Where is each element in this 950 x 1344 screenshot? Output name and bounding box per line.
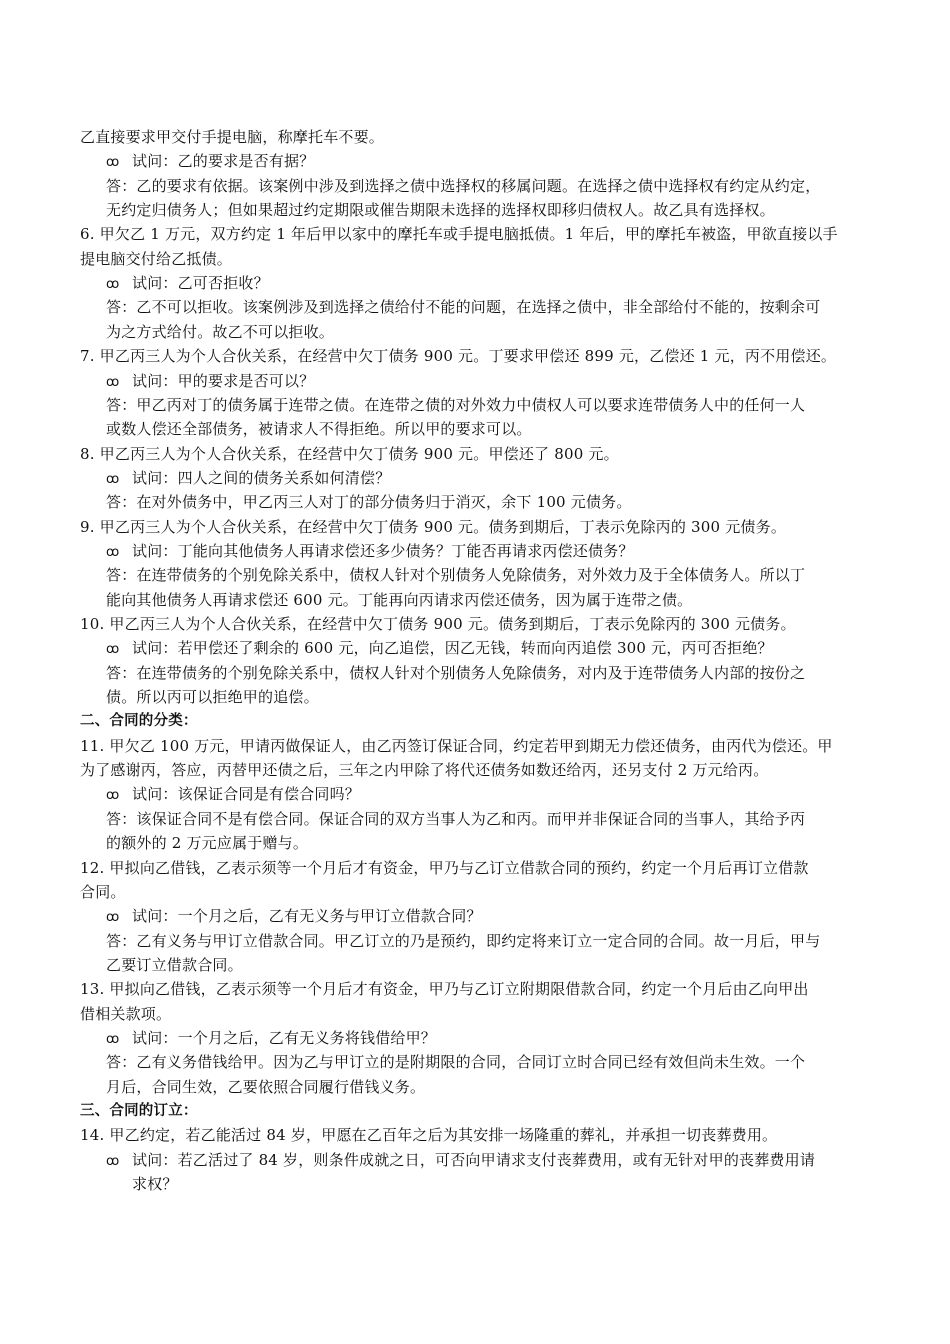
answer-line xyxy=(106,564,805,586)
line-text: 试问：甲的要求是否可以？ xyxy=(132,371,315,390)
line-text: 答：乙的要求有依据。该案例中涉及到选择之债中选择权的移属问题。在选择之债中选择权有约定从约定， xyxy=(106,176,821,195)
answer-line xyxy=(106,686,319,708)
line-text: 14. 甲乙约定，若乙能活过 84 岁，甲愿在乙百年之后为其安排一场隆重的葬礼，并承担一切丧葬费用。 xyxy=(80,1126,778,1145)
answer-line xyxy=(106,1051,805,1073)
line-text: 答：在连带债务的个别免除关系中，债权人针对个别债务人免除债务，对内及于连带债务人内部的按份之 xyxy=(106,663,806,682)
line-text: 提电脑交付给乙抵债。 xyxy=(80,249,233,268)
line-text: 二、合同的分类： xyxy=(80,713,198,730)
line-text: 试问：若乙活过了 84 岁，则条件成就之日，可否向甲请求支付丧葬费用，或有无针对甲的丧葬费用请 xyxy=(132,1150,816,1169)
answer-line xyxy=(106,321,334,343)
paragraph-line xyxy=(80,345,836,367)
answer-line xyxy=(106,296,820,318)
paragraph-line xyxy=(80,248,232,270)
line-text: 12. 甲拟向乙借钱，乙表示须等一个月后才有资金，甲乃与乙订立借款合同的预约，约定一个月后再订立借款 xyxy=(80,858,809,877)
bullet-icon: ꝏ xyxy=(106,1153,120,1169)
line-text: 无约定归债务人；但如果超过约定期限或催告期限未选择的选择权即移归债权人。故乙具有选择权。 xyxy=(106,201,775,220)
line-text: 10. 甲乙丙三人为个人合伙关系，在经营中欠丁债务 900 元。债务到期后，丁表示免除丙的 300 元债务。 xyxy=(80,615,796,633)
bullet-icon: ꝏ xyxy=(106,471,120,487)
paragraph-line xyxy=(80,1124,777,1146)
line-text: 乙直接要求甲交付手提电脑，称摩托车不要。 xyxy=(80,128,385,146)
question-line xyxy=(106,637,773,661)
line-text: 三、合同的订立： xyxy=(80,1103,198,1119)
line-text: 合同。 xyxy=(80,882,126,901)
line-text: 的额外的 2 万元应属于赠与。 xyxy=(106,834,309,853)
answer-line xyxy=(106,662,805,684)
bullet-icon: ꝏ xyxy=(106,155,120,171)
line-text: 6. 甲欠乙 1 万元，双方约定 1 年后甲以家中的摩托车或手提电脑抵债。1 年后，甲的摩托车被盗，甲欲直接以手 xyxy=(80,225,838,244)
question-line xyxy=(106,905,482,929)
line-text: 借相关款项。 xyxy=(80,1004,172,1023)
bullet-icon: ꝏ xyxy=(106,788,120,804)
question-line xyxy=(106,1027,436,1051)
answer-line xyxy=(106,491,632,513)
answer-line xyxy=(106,930,820,952)
line-text: 答：乙不可以拒收。该案例涉及到选择之债给付不能的问题，在选择之债中，非全部给付不能的，按剩余可 xyxy=(106,298,821,317)
question-line xyxy=(106,467,390,491)
paragraph-line xyxy=(80,126,384,148)
line-text: 11. 甲欠乙 100 万元，甲请丙做保证人，由乙丙签订保证合同，约定若甲到期无力偿还债务，由丙代为偿还。甲 xyxy=(80,736,833,755)
line-text: 或数人偿还全部债务，被请求人不得拒绝。所以甲的要求可以。 xyxy=(106,420,532,439)
bullet-icon: ꝏ xyxy=(106,544,120,560)
paragraph-line xyxy=(80,759,768,781)
question-line xyxy=(106,540,634,564)
bullet-icon: ꝏ xyxy=(106,374,120,390)
line-text: 试问：丁能向其他债务人再请求偿还多少债务？丁能否再请求丙偿还债务？ xyxy=(132,541,634,560)
line-text: 7. 甲乙丙三人为个人合伙关系，在经营中欠丁债务 900 元。丁要求甲偿还 899 元，乙偿还 1 元，丙不用偿还。 xyxy=(80,347,837,366)
bullet-icon: ꝏ xyxy=(106,1031,120,1047)
question-line xyxy=(106,1149,815,1173)
paragraph-line xyxy=(80,613,796,635)
question-line xyxy=(106,370,314,394)
line-text: 答：在对外债务中，甲乙丙三人对丁的部分债务归于消灭，余下 100 元债务。 xyxy=(106,493,632,512)
paragraph-line xyxy=(80,443,619,465)
paragraph-line xyxy=(80,223,838,245)
paragraph-line xyxy=(80,516,786,538)
line-text: 答：乙有义务借钱给甲。因为乙与甲订立的是附期限的合同，合同订立时合同已经有效但尚未生效。一个 xyxy=(106,1053,806,1072)
line-text: 8. 甲乙丙三人为个人合伙关系，在经营中欠丁债务 900 元。甲偿还了 800 元。 xyxy=(80,444,619,463)
section-heading xyxy=(80,710,198,732)
question-line xyxy=(106,272,269,296)
question-line xyxy=(106,150,314,174)
line-text: 求权？ xyxy=(132,1175,178,1194)
answer-line xyxy=(106,199,775,221)
bullet-icon: ꝏ xyxy=(106,277,120,293)
line-text: 答：该保证合同不是有偿合同。保证合同的双方当事人为乙和丙。而甲并非保证合同的当事人，其给予丙 xyxy=(106,809,806,828)
paragraph-line xyxy=(80,735,833,757)
paragraph-line xyxy=(80,978,809,1000)
answer-line xyxy=(106,954,243,976)
bullet-icon: ꝏ xyxy=(106,642,120,658)
line-text: 债。所以丙可以拒绝甲的追偿。 xyxy=(106,688,319,707)
line-text: 13. 甲拟向乙借钱，乙表示须等一个月后才有资金，甲乃与乙订立附期限借款合同，约定一个月后由乙向甲出 xyxy=(80,980,809,999)
line-text: 答：在连带债务的个别免除关系中，债权人针对个别债务人免除债务，对外效力及于全体债务人。所以丁 xyxy=(106,566,806,585)
line-text: 试问：一个月之后，乙有无义务与甲订立借款合同？ xyxy=(132,907,482,926)
line-text: 试问：若甲偿还了剩余的 600 元，向乙追偿，因乙无钱，转而向丙追偿 300 元，丙可否拒绝？ xyxy=(132,639,773,658)
paragraph-line xyxy=(80,1003,171,1025)
line-text: 试问：该保证合同是有偿合同吗？ xyxy=(132,785,361,804)
answer-line xyxy=(106,832,308,854)
line-text: 乙要订立借款合同。 xyxy=(106,955,243,974)
paragraph-line xyxy=(80,881,126,903)
answer-line xyxy=(106,808,805,830)
answer-line xyxy=(106,1076,425,1098)
line-text: 月后，合同生效，乙要依照合同履行借钱义务。 xyxy=(106,1077,426,1096)
line-text: 答：乙有义务与甲订立借款合同。甲乙订立的乃是预约，即约定将来订立一定合同的合同。故一月后，甲与 xyxy=(106,931,821,950)
line-text: 试问：乙的要求是否有据？ xyxy=(132,152,315,171)
line-text: 为了感谢丙，答应，丙替甲还债之后，三年之内甲除了将代还债务如数还给丙，还另支付 2 万元给丙。 xyxy=(80,761,769,780)
line-text: 答：甲乙丙对丁的债务属于连带之债。在连带之债的对外效力中债权人可以要求连带债务人中的任何一人 xyxy=(106,395,806,414)
line-text: 为之方式给付。故乙不可以拒收。 xyxy=(106,322,335,341)
line-text: 试问：一个月之后，乙有无义务将钱借给甲？ xyxy=(132,1028,437,1047)
answer-line xyxy=(106,589,692,611)
answer-line xyxy=(106,394,805,416)
line-text: 能向其他债务人再请求偿还 600 元。丁能再向丙请求丙偿还债务，因为属于连带之债。 xyxy=(106,590,693,609)
question-line xyxy=(106,1173,178,1195)
answer-line xyxy=(106,418,532,440)
line-text: 9. 甲乙丙三人为个人合伙关系，在经营中欠丁债务 900 元。债务到期后，丁表示免除丙的 300 元债务。 xyxy=(80,517,787,536)
section-heading xyxy=(80,1100,198,1122)
bullet-icon: ꝏ xyxy=(106,910,120,926)
line-text: 试问：乙可否拒收？ xyxy=(132,274,269,293)
question-line xyxy=(106,783,360,807)
answer-line xyxy=(106,175,820,197)
paragraph-line xyxy=(80,857,809,879)
line-text: 试问：四人之间的债务关系如何清偿？ xyxy=(132,468,391,487)
